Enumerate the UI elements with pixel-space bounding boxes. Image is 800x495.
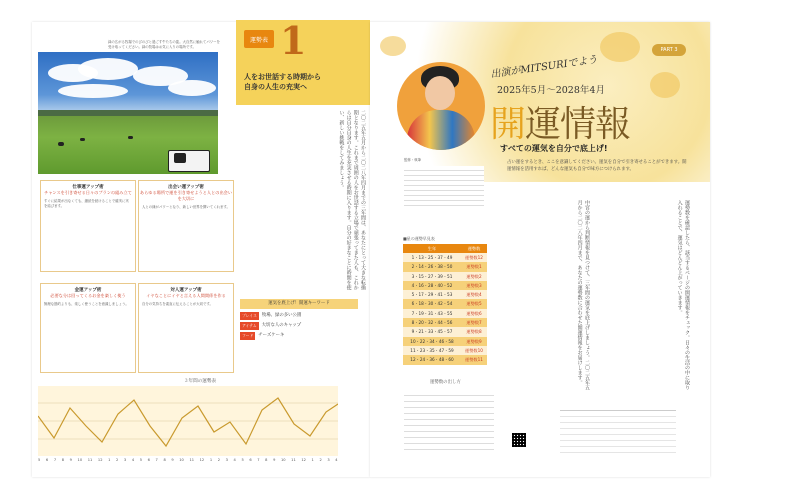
script-title: 出演がMITSURIでよう xyxy=(490,54,599,81)
fortune-chart-title: ３年間の運勢表 xyxy=(183,379,217,384)
qr-code xyxy=(512,433,526,447)
section-badge: 運勢表 xyxy=(244,30,274,48)
keyword-item: アイテム 大切な人のキャップ xyxy=(242,323,302,328)
fortune-table: 生年 運勢数 1・13・25・37・49 運勢数12 2・14・26・38・50 運勢数1 3・15・27・39・51 運勢数2 4・16・28・40・52 運勢数3 5・17・29・41・53 運勢数4 6・18・30・42・54 運勢数5 7・19・31・43・55 運勢数6 8・20・32・44・56 運勢数7 9・21・33・45・57 運勢数8 10・22・34・46・58 運勢数9 11・23・35・47・59 運勢数10 12・24・36・48・60 運勢数11 xyxy=(403,244,487,365)
period-dates: 2025年5月～2028年4月 xyxy=(497,85,605,96)
keyword-food: フード チーズケーキ xyxy=(242,333,285,338)
table-title: ■星の運勢早見表 xyxy=(403,236,435,241)
pasture-photo xyxy=(38,52,218,174)
section-subtitle: 人をお世話する時期から 自身の人生の充実へ xyxy=(244,73,321,91)
profile-label: 監修・執筆 xyxy=(404,158,421,162)
relationship-luck-box: 対人運アップ術 イヤなことにイヤと言える人間関係を作る 自分の気持ちを素直に伝えることが大切です。 xyxy=(138,283,234,373)
money-luck-box: 金運アップ術 必要な分は回ってくるお金を楽しく使う 無理な節約よりも、楽しく使うことを意識しましょう。 xyxy=(40,283,136,373)
kaiun-title: 開運情報 xyxy=(490,104,631,145)
tagline: すべての運気を自分で底上げ! xyxy=(500,144,608,153)
fortune-line-svg xyxy=(38,386,338,456)
meeting-luck-box: 出会い運アップ術 あらゆる場所で運を引き寄せようと人との出会いを大切に 人との縁がパワーとなり、新しい世界を開いてくれます。 xyxy=(138,180,234,272)
profile-text xyxy=(404,166,484,206)
fortune-chart xyxy=(38,386,338,456)
howto-text xyxy=(404,390,494,450)
right-column-text-1: 中宮の運から判断情報を見つけて、三年間の運気を底上げしましょう。二〇二五年五月から二〇二八年四月まで、あなたの運勢数に合わせた開運情報をお届けします。 xyxy=(576,200,590,390)
intro-text: 占い運をするとき、ここを意識してください。運気を自分で引き寄せることができます。開運情報を活用すれば、どんな運気も自分で味方につけられます。 xyxy=(507,160,687,172)
keyword-place: プレイス 牧場、緑の多い公園 xyxy=(242,313,302,318)
author-portrait xyxy=(397,62,485,150)
photo-caption: 緑の広がる牧場でのびのびと過ごす牛たちの姿。大自然に触れてパワーを受け取ってください。緑の牧場はお気に入りの場所です。 xyxy=(108,40,220,49)
part-badge: PART 3 xyxy=(652,44,686,56)
keyword-title: 運気を底上げ！開運キーワード xyxy=(240,299,358,309)
main-text-column: 二〇二五年五月から二〇二八年四月までの三年間は、あなたにとって大きな転換期となります。これまで周囲の人をお世話する立場で頑張ってきた人も、これからは自分自身の人生を充実させる時期に入ります。自分の好きなことに時間を使い、新しい挑戦をしてみましょう。 xyxy=(338,110,366,290)
section-number: 1 xyxy=(280,18,307,63)
right-column-text-2: 運勢数を確認したら、該当するページの開運情報をチェック。日々の生活の中に取り入れることで、運気はどんどん上がっていきます。 xyxy=(676,200,690,390)
info-grid xyxy=(560,410,676,455)
work-luck-box: 仕事運アップ術 チャンスを引き寄せる日々のプランの組み立て すぐに結果が出なくても、継続を続けることで確実に実を結びます。 xyxy=(40,180,136,272)
chart-month-axis: 5 6 7 8 9 10 11 12 1 2 3 4 5 6 7 8 9 10 11 12 1 2 3 4 5 6 7 8 9 10 11 12 1 2 3 4 xyxy=(38,458,338,462)
howto-title: 運勢数の出し方 xyxy=(430,380,461,385)
